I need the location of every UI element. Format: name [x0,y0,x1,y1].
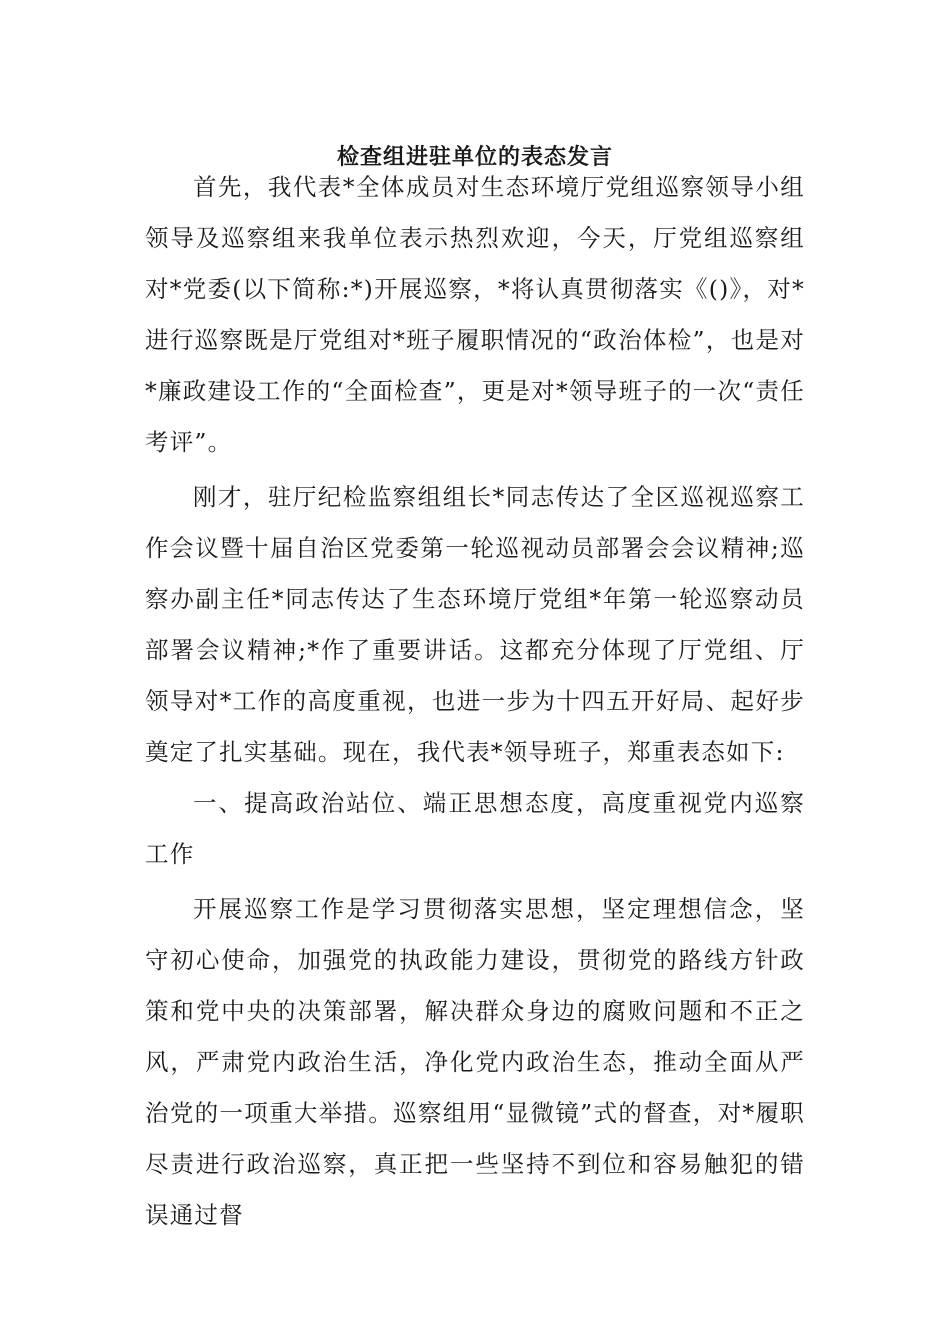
section-heading-one: 一、提高政治站位、端正思想态度，高度重视党内巡察工作 [145,789,805,868]
paragraph-meeting-summary: 刚才，驻厅纪检监察组组长*同志传达了全区巡视巡察工作会议暨十届自治区党委第一轮巡视动员部署会会议精神;巡察办副主任*同志传达了生态环境厅党组*年第一轮巡察动员部署会议精神;*作了重要讲话。这都充分体现了厅党组、厅领导对*工作的高度重视，也进一步为十四五开好局、起好步奠定了扎实基础。现在，我代表*领导班子，郑重表态如下: [145,483,805,766]
paragraph-inspection-significance: 开展巡察工作是学习贯彻落实思想，坚定理想信念，坚守初心使命，加强党的执政能力建设，贯彻党的路线方针政策和党中央的决策部署，解决群众身边的腐败问题和不正之风，严肃党内政治生活，净化党内政治生态，推动全面从严治党的一项重大举措。巡察组用“显微镜”式的督查，对*履职尽责进行政治巡察，真正把一些坚持不到位和容易触犯的错误通过督 [145,895,805,1229]
paragraph-welcome: 首先，我代表*全体成员对生态环境厅党组巡察领导小组领导及巡察组来我单位表示热烈欢迎，今天，厅党组巡察组对*党委(以下简称:*)开展巡察，*将认真贯彻落实《()》，对*进行巡察既是厅党组对*班子履职情况的“政治体检”，也是对*廉政建设工作的“全面检查”，更是对*领导班子的一次“责任考评”。 [145,173,805,456]
document-body [145,162,805,1241]
document-title: 检查组进驻单位的表态发言 [336,145,613,170]
